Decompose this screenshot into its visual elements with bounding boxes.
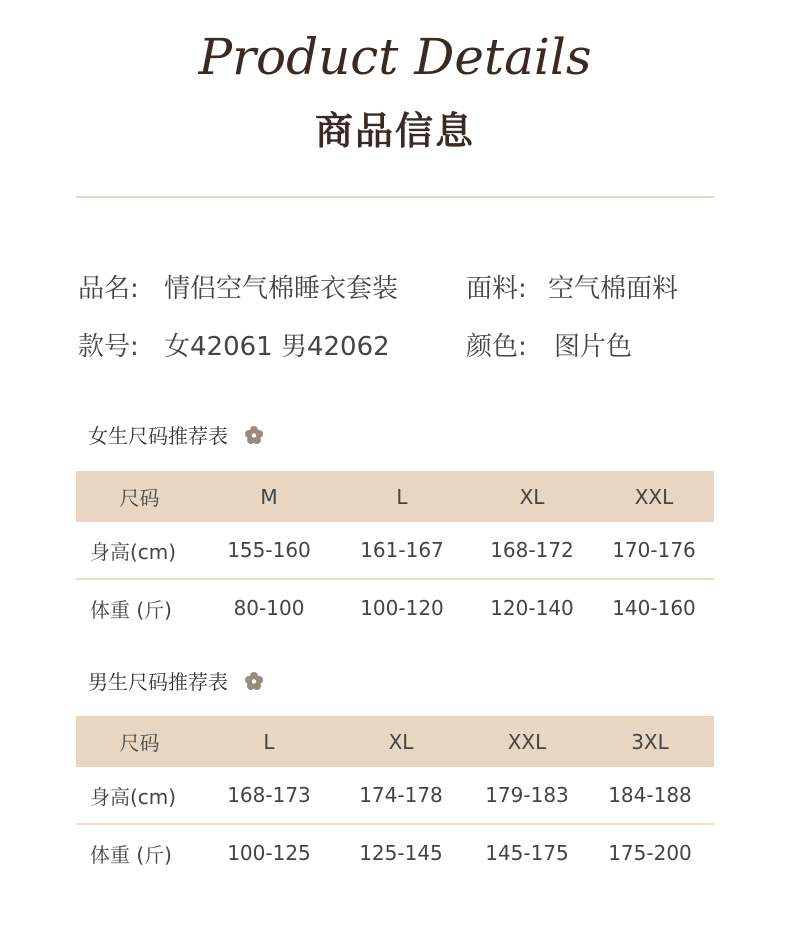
women-header-size: 尺码: [76, 471, 204, 522]
women-header-l: L: [334, 471, 470, 522]
table-cell: 140-160: [612, 596, 696, 620]
table-row: [76, 522, 714, 579]
men-header-xl: XL: [334, 716, 468, 767]
table-cell: 184-188: [586, 767, 714, 824]
women-weight-label: 体重 (斤): [90, 597, 172, 622]
table-cell: 155-160: [204, 522, 334, 579]
table-cell: 170-176: [594, 522, 714, 579]
title-chinese: 商品信息: [314, 109, 475, 153]
men-header-3xl: 3XL: [586, 716, 714, 767]
women-header-xxl: XXL: [594, 471, 714, 522]
table-cell: 175-200: [608, 841, 692, 865]
name-value: 情侣空气棉睡衣套装: [164, 274, 399, 304]
women-table-header: [76, 471, 714, 522]
women-size-title-text: 女生尺码推荐表: [88, 424, 228, 448]
table-cell: 100-120: [360, 596, 444, 620]
men-header-l: L: [204, 716, 334, 767]
women-header-m: M: [204, 471, 334, 522]
table-cell: 80-100: [233, 596, 305, 620]
fabric-value: 空气棉面料: [548, 274, 679, 304]
table-cell: 161-167: [334, 522, 470, 579]
table-cell: 100-125: [227, 841, 311, 865]
men-weight-label: 体重 (斤): [90, 842, 172, 867]
flower-icon: [244, 425, 264, 450]
table-cell: 120-140: [490, 596, 574, 620]
men-header-xxl: XXL: [468, 716, 586, 767]
style-label: 款号:: [78, 332, 139, 362]
name-label: 品名:: [78, 274, 139, 304]
men-height-label: 身高(cm): [76, 767, 204, 824]
men-table-header: [76, 716, 714, 767]
title-english: Product Details: [198, 28, 592, 86]
men-size-title: [88, 666, 264, 696]
table-row: [76, 579, 714, 636]
men-header-size: 尺码: [76, 716, 204, 767]
table-cell: 168-173: [204, 767, 334, 824]
men-size-title-text: 男生尺码推荐表: [88, 670, 228, 694]
table-row: [76, 767, 714, 824]
women-size-table: [76, 471, 714, 636]
color-label: 颜色:: [466, 332, 527, 362]
women-header-xl: XL: [470, 471, 594, 522]
women-size-title: [88, 420, 264, 450]
header-divider: [76, 196, 714, 198]
style-value: 女42061 男42062: [164, 332, 390, 362]
color-value: 图片色: [554, 332, 633, 362]
table-cell: 125-145: [359, 841, 443, 865]
table-cell: 179-183: [468, 767, 586, 824]
fabric-label: 面料:: [466, 274, 527, 304]
table-cell: 145-175: [485, 841, 569, 865]
table-cell: 174-178: [334, 767, 468, 824]
men-size-table: [76, 716, 714, 881]
flower-icon: [244, 671, 264, 696]
women-height-label: 身高(cm): [76, 522, 204, 579]
table-row: [76, 824, 714, 881]
table-cell: 168-172: [470, 522, 594, 579]
